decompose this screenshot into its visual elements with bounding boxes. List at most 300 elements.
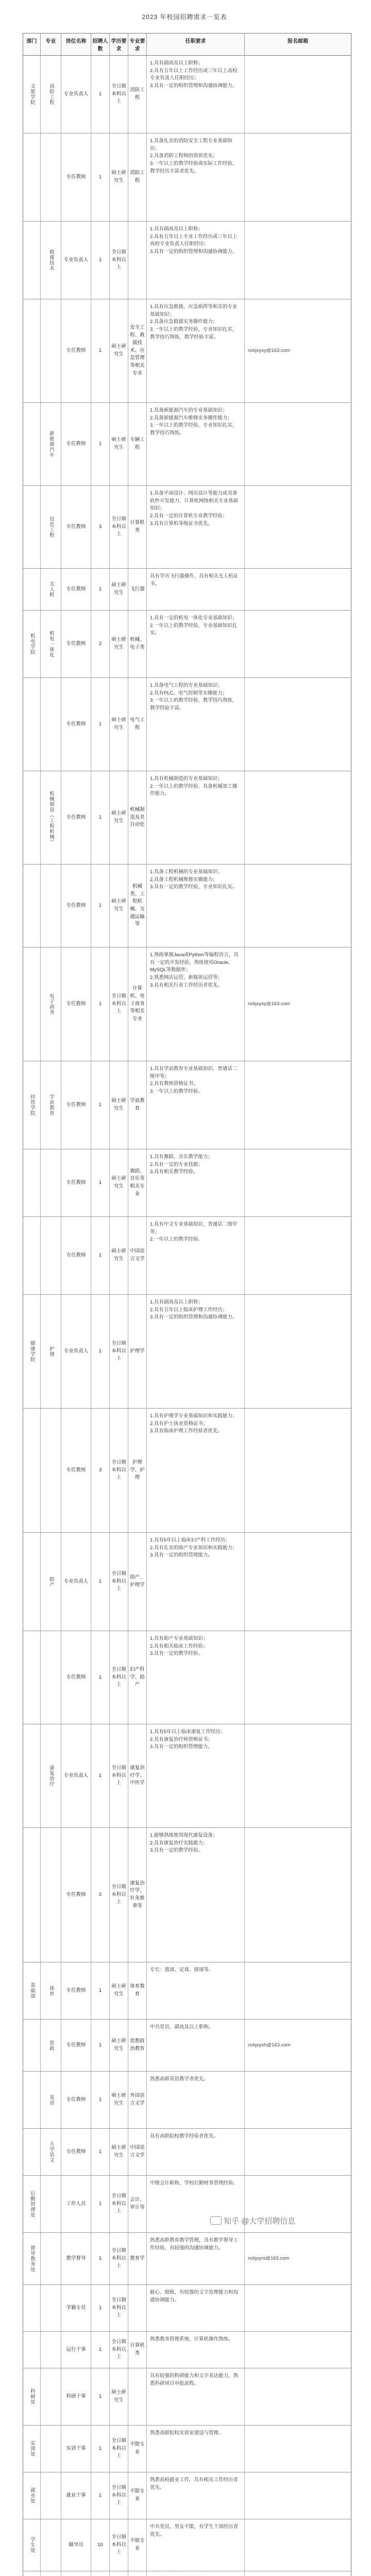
- cell-post: 工作人员: [61, 2176, 91, 2232]
- cell-req: 机械制造及其自动化: [128, 771, 147, 864]
- cell-post: 专业负责人: [61, 222, 91, 299]
- cell-email: [245, 222, 351, 299]
- cell-edu: 硕士研究生: [110, 1061, 128, 1149]
- cell-duty: 熟悉高职院校实训室建设与管理。: [147, 2426, 245, 2472]
- cell-edu: 硕士研究生: [110, 569, 128, 610]
- watermark: [210, 2215, 295, 2226]
- table-row: [23, 947, 351, 1061]
- cell-email[interactable]: nckjxyxh@163.com: [248, 2042, 291, 2048]
- cell-edu: 全日制本科以上: [110, 1409, 128, 1532]
- table-header: [23, 33, 351, 56]
- cell-req: 车辆工程: [128, 403, 147, 485]
- cell-num: 2: [91, 1828, 110, 1962]
- cell-num: 1: [91, 1962, 110, 2019]
- cell-edu: 全日制本科以上: [110, 2176, 128, 2232]
- cell-num: 3: [91, 486, 110, 568]
- table-body: [23, 56, 351, 2576]
- cell-num: 1: [91, 2368, 110, 2425]
- cell-major: [41, 2519, 61, 2571]
- cell-major: [41, 678, 61, 771]
- cell-num: 1: [91, 1724, 110, 1827]
- cell-edu: 全日制本科以上: [110, 1724, 128, 1827]
- table-row: [23, 2233, 351, 2285]
- table-row: [23, 2368, 351, 2426]
- cell-post: 实训干事: [61, 2426, 91, 2472]
- cell-edu: [110, 2571, 128, 2576]
- cell-major: [41, 1217, 61, 1294]
- table-row: [23, 771, 351, 865]
- header-dept: 部门: [23, 33, 41, 55]
- cell-duty: 熟悉高职英语教学者优先。: [147, 2072, 245, 2128]
- cell-email: [245, 403, 351, 485]
- table-row: [23, 2571, 351, 2576]
- cell-dept: 学生处: [23, 2519, 41, 2571]
- table-row: [23, 299, 351, 403]
- cell-edu: 全日制本科以上: [110, 1631, 128, 1724]
- cell-major: [41, 2426, 61, 2472]
- cell-email: [245, 1295, 351, 1408]
- table-row: [23, 611, 351, 678]
- cell-duty: 1.能够熟练使用现代康复设备； 2.具有康复治疗实践能力； 3.具有一定的教学经验。: [147, 1828, 245, 1962]
- cell-req: 消防工程: [128, 56, 147, 133]
- cell-major: [41, 1631, 61, 1724]
- cell-email: [245, 2332, 351, 2368]
- table-row: [23, 1409, 351, 1533]
- cell-duty: 1.具有5年以上临床康复工作经历； 2.具有康复治疗师资格证书； 3.具有一定的组织管理能力。: [147, 1724, 245, 1827]
- cell-edu: 全日制本科以上: [110, 1295, 128, 1408]
- cell-num: 1: [91, 2176, 110, 2232]
- cell-post: 专任教师: [61, 486, 91, 568]
- cell-num: 1: [91, 771, 110, 864]
- header-duty: 任职要求: [147, 33, 245, 55]
- cell-num: 1: [91, 403, 110, 485]
- cell-req: 中国语言文学: [128, 2129, 147, 2175]
- cell-major: 护理: [41, 1295, 61, 1408]
- table-row: [23, 2472, 351, 2519]
- table-row: [23, 56, 351, 133]
- table-row: [23, 403, 351, 486]
- table-row: [23, 1217, 351, 1295]
- cell-edu: 硕士研究生: [110, 2072, 128, 2128]
- cell-req: 消防工程: [128, 133, 147, 221]
- cell-dept: 基础部: [23, 1962, 41, 2019]
- cell-num: 1: [91, 1295, 110, 1408]
- cell-email: [245, 569, 351, 610]
- table-row: [23, 133, 351, 222]
- cell-post: 辅导员: [61, 2519, 91, 2571]
- table-row: [23, 569, 351, 611]
- cell-duty: 耐心、细致，有较强的文字处理能力和沟通协调能力。: [147, 2285, 245, 2331]
- page: [4, 0, 365, 2555]
- cell-num: 1: [91, 947, 110, 1061]
- cell-req: 会计、审计等: [128, 2176, 147, 2232]
- table-row: [23, 1061, 351, 1149]
- cell-post: 专任教师: [61, 1149, 91, 1216]
- cell-req: 康复治疗学、中医学: [128, 1724, 147, 1827]
- cell-req: 安全工程、救援技术、应急管理等相关专业: [128, 299, 147, 402]
- cell-duty: 熟悉高职教育教学管理，具有教学督导工作经验，有较强的沟通协调能力。: [147, 2233, 245, 2284]
- cell-edu: 硕士研究生: [110, 1149, 128, 1216]
- cell-post: 专任教师: [61, 771, 91, 864]
- cell-num: 10: [91, 2519, 110, 2571]
- cell-num: 1: [91, 2072, 110, 2128]
- table-row: [23, 1533, 351, 1631]
- cell-duty: 1.具备电气工程的专业基础知识； 2.具有PLC、电气控制等实操能力； 3.一年以上的教学经验，教学技巧熟练，教学经验丰富。: [147, 678, 245, 771]
- document-title: 2023 年校园招聘需求一览表: [142, 13, 227, 21]
- cell-major: 英语: [41, 2072, 61, 2128]
- cell-duty: 1.具备工程机械的专业基础知识； 2.具备工程机械维修实操能力； 3.具有一定的教学经验，专业知识扎实。: [147, 865, 245, 947]
- cell-post: 专任教师: [61, 299, 91, 402]
- table-row: [23, 1149, 351, 1217]
- cell-req: 舞蹈、音乐等相关专业: [128, 1149, 147, 1216]
- cell-req: 护理学: [128, 1295, 147, 1408]
- cell-req: 护理学、护理: [128, 1409, 147, 1532]
- cell-dept: [23, 2129, 41, 2175]
- table-row: [23, 1962, 351, 2020]
- cell-dept: [23, 865, 41, 947]
- cell-dept: 机电学院: [23, 611, 41, 677]
- cell-duty: 1.具有学前教育专业基础知识，普通话二级甲等； 2.具有教师资格证书； 3.一年以上的教学经验。: [147, 1061, 245, 1149]
- cell-email: [245, 1409, 351, 1532]
- cell-edu: 硕士研究生: [110, 771, 128, 864]
- watermark-text: 知乎 @大学招聘信息: [224, 2217, 296, 2226]
- cell-email: [245, 1533, 351, 1631]
- cell-duty: 1.具有应急救援、应急指挥等相关的专业基础知识； 2.具备应急救援实务操作能力； 3.一年以上的教学经验，专业知识扎实，教学技巧熟练，教学经验丰富。: [147, 299, 245, 402]
- cell-edu: 硕士研究生: [110, 2129, 128, 2175]
- cell-post: 专任教师: [61, 1962, 91, 2019]
- cell-dept: [23, 486, 41, 568]
- cell-major: 机械制造（工程机械）: [41, 771, 61, 864]
- cell-post: 专任教师: [61, 678, 91, 771]
- cell-duty: 1.具有机械制造的专业基础知识； 2.一年以上的教学经验，具备机械加工操作能力。: [147, 771, 245, 864]
- cell-edu: 全日制本科以上: [110, 2285, 128, 2331]
- cell-email: [245, 2368, 351, 2425]
- cell-post: [61, 2571, 91, 2576]
- cell-email: [245, 865, 351, 947]
- table-row: [23, 1631, 351, 1724]
- cell-duty: 具有学历飞行器操作，具有相关无人机证书。: [147, 569, 245, 610]
- cell-duty: 1.具备扎实的消防安全工程专业基础知识； 2.具备消防工程师的资质优先； 3.一年以上的教学经验或实际工作经验，教学经历丰富者优先。: [147, 133, 245, 221]
- cell-major: [41, 1409, 61, 1532]
- cell-duty: 1.具有副高及以上职称； 2.具有五年以上临床护理工作经历； 3.具有一定的组织管理和沟通协调能力。: [147, 1295, 245, 1408]
- cell-edu: 全日制本科以上: [110, 222, 128, 299]
- cell-num: 1: [91, 56, 110, 133]
- cell-dept: [23, 771, 41, 864]
- cell-duty: 1.具有副高及以上职称； 2.具有五年以上工作经历或三年以上高校专业负责人任职经历； 3.具有一定的组织管理和沟通协调能力。: [147, 56, 245, 133]
- cell-edu: 硕士研究生: [110, 611, 128, 677]
- cell-post: 专任教师: [61, 865, 91, 947]
- cell-edu: 全日制本科以上: [110, 56, 128, 133]
- cell-num: 1: [91, 1149, 110, 1216]
- cell-email: [245, 771, 351, 864]
- cell-major: [41, 2332, 61, 2368]
- cell-edu: 硕士研究生: [110, 1217, 128, 1294]
- cell-req: 康复治疗学、针灸推拿等: [128, 1828, 147, 1962]
- cell-req: 计算机类: [128, 486, 147, 568]
- cell-duty: 1.具有副高及以上职称； 2.具有五年以上专业工作经历或三年以上高校专业负责人任职经历； 3.具有一定的组织管理和沟通协调能力。: [147, 222, 245, 299]
- cell-dept: [23, 947, 41, 1061]
- cell-email[interactable]: nckjxyxy@163.com: [248, 1001, 290, 1007]
- cell-dept: [23, 299, 41, 402]
- cell-post: 专任教师: [61, 1631, 91, 1724]
- cell-email: [245, 1217, 351, 1294]
- cell-req: 计算机类: [128, 2332, 147, 2368]
- table-row: [23, 222, 351, 299]
- cell-major: [41, 1828, 61, 1962]
- cell-req: 思想政治教育: [128, 2020, 147, 2071]
- cell-num: 1: [91, 2332, 110, 2368]
- cell-num: 1: [91, 865, 110, 947]
- cell-post: 专任教师: [61, 133, 91, 221]
- cell-edu: 硕士研究生: [110, 133, 128, 221]
- cell-major: [41, 299, 61, 402]
- cell-post: 专任教师: [61, 947, 91, 1061]
- cell-req: 体育教育: [128, 1962, 147, 2019]
- cell-num: 3: [91, 1409, 110, 1532]
- cell-edu: 全日制本科以上: [110, 2332, 128, 2368]
- cell-dept: [23, 1533, 41, 1631]
- cell-post: 运行干事: [61, 2332, 91, 2368]
- cell-major: 无人机: [41, 569, 61, 610]
- cell-post: 教学督导: [61, 2233, 91, 2284]
- cell-req: 妇产科学、助产: [128, 1631, 147, 1724]
- cell-major: 电子商务: [41, 947, 61, 1061]
- cell-major: [41, 2368, 61, 2425]
- cell-dept: 文旅学院: [23, 56, 41, 133]
- cell-req: 教育学: [128, 2233, 147, 2284]
- cell-post: 专业负责人: [61, 1533, 91, 1631]
- cell-major: [41, 865, 61, 947]
- cell-duty: 1.具备新能源汽车的专业基础知识； 2.具备新能源汽车维修实务操作能力； 3.一年以上的教学经验，专业知识扎实，教学技巧熟练。: [147, 403, 245, 485]
- cell-email: [245, 678, 351, 771]
- cell-email: [245, 611, 351, 677]
- recruitment-table: [23, 33, 351, 2576]
- cell-email: [245, 1828, 351, 1962]
- cell-major: [41, 2176, 61, 2232]
- cell-req: 不限专业: [128, 2426, 147, 2472]
- cell-req: 助产、护理学: [128, 1533, 147, 1631]
- cell-email: [245, 56, 351, 133]
- cell-major: 新能源汽车: [41, 403, 61, 485]
- cell-major: 体育: [41, 1962, 61, 2019]
- cell-post: 专任教师: [61, 1217, 91, 1294]
- cell-duty: 1.具有中文专业基础知识，普通话二级甲等； 2.一年以上的教学经验。: [147, 1217, 245, 1294]
- table-row: [23, 2285, 351, 2332]
- table-row: [23, 1724, 351, 1828]
- cell-req: 机械、电子类: [128, 611, 147, 677]
- cell-num: 1: [91, 1217, 110, 1294]
- cell-req: 计算机、电子商务等相关专业: [128, 947, 147, 1061]
- cell-edu: 硕士研究生: [110, 2020, 128, 2071]
- cell-duty: 具有较强的科研能力和文字表达能力，熟悉科研项目申报流程。: [147, 2368, 245, 2425]
- cell-email: [245, 1061, 351, 1149]
- cell-req: [128, 2285, 147, 2331]
- cell-post: 专任教师: [61, 2020, 91, 2071]
- table-row: [23, 2020, 351, 2072]
- table-row: [23, 2129, 351, 2176]
- cell-edu: 硕士研究生: [110, 299, 128, 402]
- cell-req: 学前教育: [128, 1061, 147, 1149]
- cell-num: 1: [91, 2129, 110, 2175]
- cell-post: 专任教师: [61, 611, 91, 677]
- cell-duty: 1.具有一定的机电一体化专业基础知识； 2.一年以上的教学经验，专业基础知识扎实。: [147, 611, 245, 677]
- table-row: [23, 486, 351, 569]
- cell-req: 电气工程: [128, 678, 147, 771]
- cell-post: 专任教师: [61, 1828, 91, 1962]
- cell-dept: [23, 1724, 41, 1827]
- cell-email: [245, 2426, 351, 2472]
- table-row: [23, 2176, 351, 2233]
- cell-email: [245, 2519, 351, 2571]
- cell-dept: [23, 403, 41, 485]
- cell-post: 专业负责人: [61, 1724, 91, 1827]
- cell-major: 康复治疗: [41, 1724, 61, 1827]
- cell-req: 不限专业: [128, 2519, 147, 2571]
- cell-dept: 健康学院: [23, 1295, 41, 1408]
- cell-post: 专任教师: [61, 1409, 91, 1532]
- zhihu-logo-icon: [210, 2216, 222, 2225]
- header-req: 专业要求: [128, 33, 147, 55]
- cell-num: 1: [91, 2426, 110, 2472]
- cell-major: 救援技术: [41, 222, 61, 299]
- cell-dept: [23, 222, 41, 299]
- cell-email[interactable]: nckjxyxy@163.com: [248, 347, 290, 353]
- cell-post: 科研干事: [61, 2368, 91, 2425]
- cell-dept: [23, 1631, 41, 1724]
- header-edu: 学历要求: [110, 33, 128, 55]
- cell-dept: [23, 2332, 41, 2368]
- cell-major: 助产: [41, 1533, 61, 1631]
- cell-edu: 全日制本科以上: [110, 2426, 128, 2472]
- cell-duty: 1.具有护理学专业基础知识和实践能力； 2.具有护士执业资格证书； 3.具有临床护理工作经验者优先。: [147, 1409, 245, 1532]
- cell-major: 机电一体化: [41, 611, 61, 677]
- cell-major: [41, 2472, 61, 2519]
- cell-edu: 全日制本科以上: [110, 2519, 128, 2571]
- cell-num: 1: [91, 2233, 110, 2284]
- cell-num: 1: [91, 222, 110, 299]
- cell-dept: [23, 2571, 41, 2576]
- cell-post: 专任教师: [61, 569, 91, 610]
- cell-dept: 经管学院: [23, 1061, 41, 1149]
- cell-dept: [23, 2285, 41, 2331]
- cell-email: [245, 133, 351, 221]
- table-row: [23, 2519, 351, 2571]
- cell-num: 1: [91, 2020, 110, 2071]
- cell-duty: 1.具有助产专业基础知识； 2.具有相关临床工作经验； 3.具有一定的教学经验。: [147, 1631, 245, 1724]
- cell-dept: 科研处: [23, 2368, 41, 2425]
- cell-major: 学前教育: [41, 1061, 61, 1149]
- header-num: 招聘人数: [91, 33, 110, 55]
- cell-email[interactable]: nckjxyrs@163.com: [248, 2255, 290, 2261]
- cell-major: [41, 2285, 61, 2331]
- cell-major: [41, 2233, 61, 2284]
- cell-num: 1: [91, 569, 110, 610]
- cell-duty: 1.具有舞蹈、音乐教学能力； 2.具有一定的专业技能； 3.具有相关教学经验。: [147, 1149, 245, 1216]
- cell-req: 不限专业: [128, 2472, 147, 2519]
- cell-num: 1: [91, 1533, 110, 1631]
- cell-edu: 全日制本科以上: [110, 947, 128, 1061]
- cell-dept: [23, 569, 41, 610]
- cell-major: [41, 2571, 61, 2576]
- cell-email: [245, 1149, 351, 1216]
- cell-post: 就业干事: [61, 2472, 91, 2519]
- cell-email: [245, 486, 351, 568]
- cell-dept: [23, 1409, 41, 1532]
- cell-major: 消防工程: [41, 56, 61, 133]
- cell-req: 外国语言文学: [128, 2072, 147, 2128]
- cell-num: 2: [91, 611, 110, 677]
- cell-dept: [23, 1217, 41, 1294]
- cell-email: [245, 1724, 351, 1827]
- cell-major: [41, 133, 61, 221]
- cell-duty: 专长：篮球、足球、排球等。: [147, 1962, 245, 2019]
- cell-req: [128, 2368, 147, 2425]
- table-row: [23, 865, 351, 947]
- cell-req: 飞行器: [128, 569, 147, 610]
- cell-email: [245, 2129, 351, 2175]
- table-row: [23, 678, 351, 771]
- cell-edu: 硕士研究生: [110, 678, 128, 771]
- cell-email: [245, 2571, 351, 2576]
- cell-duty: 中共党员，男女不限，有学生干部经历者优先。: [147, 2519, 245, 2571]
- cell-edu: 全日制本科以上: [110, 1533, 128, 1631]
- cell-edu: 硕士研究生: [110, 2368, 128, 2425]
- table-row: [23, 2426, 351, 2472]
- cell-dept: [23, 678, 41, 771]
- cell-duty: 1.熟练掌握Java或Python等编程语言，具有一定的开发经验，熟练使用Oracle、MySQL等数据库； 2.熟悉网店运营、新媒体运营等； 3.具有相关行业工作经历者优先。: [147, 947, 245, 1061]
- cell-edu: 全日制本科以上: [110, 2233, 128, 2284]
- cell-num: 1: [91, 133, 110, 221]
- cell-post: 专任教师: [61, 1061, 91, 1149]
- cell-dept: [23, 1828, 41, 1962]
- cell-duty: [147, 2571, 245, 2576]
- cell-dept: [23, 133, 41, 221]
- cell-duty: 熟悉高校就业工作，具有相关工作经历者优先。: [147, 2472, 245, 2519]
- cell-edu: 全日制本科以上: [110, 1828, 128, 1962]
- cell-edu: 硕士研究生: [110, 865, 128, 947]
- cell-num: 1: [91, 299, 110, 402]
- cell-edu: 硕士研究生: [110, 1962, 128, 2019]
- cell-post: 专任教师: [61, 2129, 91, 2175]
- table-row: [23, 2072, 351, 2129]
- cell-duty: 中级会计职称，学校后勤财务管理经验。: [147, 2176, 245, 2232]
- cell-req: 中国语言文学: [128, 1217, 147, 1294]
- cell-major: 信息工程: [41, 486, 61, 568]
- cell-num: [91, 2571, 110, 2576]
- header-post: 岗位名称: [61, 33, 91, 55]
- table-row: [23, 1295, 351, 1409]
- cell-major: [41, 1149, 61, 1216]
- cell-num: 1: [91, 678, 110, 771]
- cell-email: [245, 2472, 351, 2519]
- cell-dept: 后勤管理处: [23, 2176, 41, 2232]
- table-row: [23, 2332, 351, 2368]
- cell-email: [245, 2072, 351, 2128]
- cell-dept: 督导教务处: [23, 2233, 41, 2284]
- cell-edu: 硕士研究生: [110, 403, 128, 485]
- cell-num: 1: [91, 2472, 110, 2519]
- table-row: [23, 1828, 351, 1962]
- cell-post: 专任教师: [61, 2072, 91, 2128]
- cell-duty: 1.具有5年以上临床妇产科工作经历； 2.具有扎实的助产专业知识和实践能力； 3.具有一定的组织管理能力。: [147, 1533, 245, 1631]
- cell-num: 1: [91, 1631, 110, 1724]
- header-major: 专业: [41, 33, 61, 55]
- cell-email: [245, 1962, 351, 2019]
- cell-duty: 中共党员，副高及以上职称。: [147, 2020, 245, 2071]
- cell-post: 专任教师: [61, 403, 91, 485]
- cell-num: 1: [91, 1061, 110, 1149]
- cell-post: 专业负责人: [61, 56, 91, 133]
